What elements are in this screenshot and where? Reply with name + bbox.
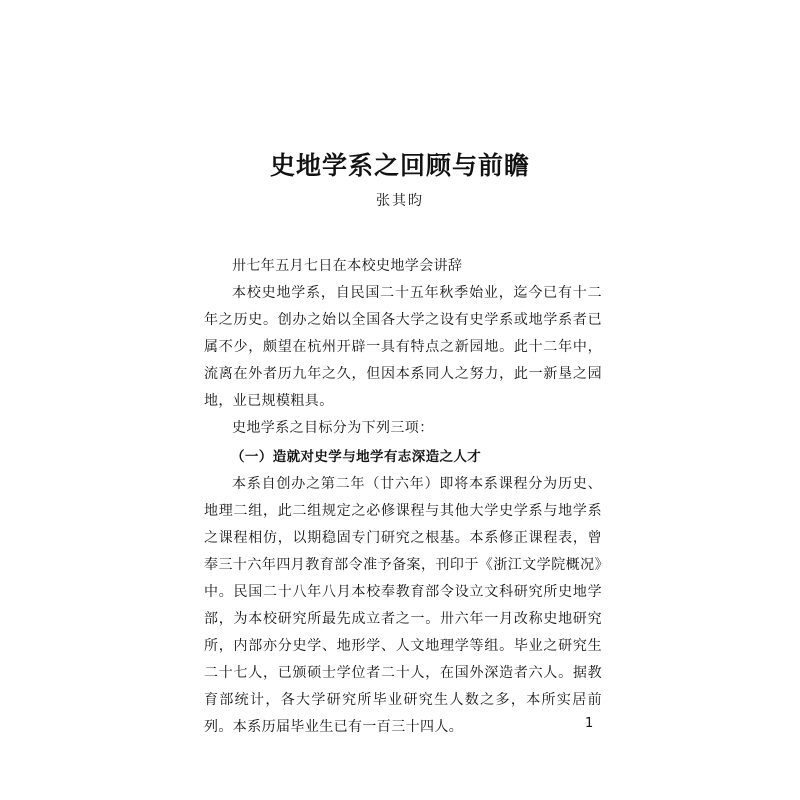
dateline-paragraph: 卅七年五月七日在本校史地学会讲辞: [232, 258, 463, 274]
section-heading-1: （一）造就对史学与地学有志深造之人才: [231, 449, 482, 465]
article-author: 张其昀: [376, 193, 424, 209]
goals-intro-paragraph: 史地学系之目标分为下列三项：: [232, 420, 434, 436]
page-number: 1: [585, 716, 594, 731]
article-body: [204, 253, 602, 741]
section-1-paragraph: 本系自创办之第二年（廿六年）即将本系课程分为历史、地理二组，此二组规定之必修课程与其他大学史学系与地学系之课程相仿，以期稳固专门研究之根基。本系修正课程表，曾奉三十六年四月教育部令准予备案，刊印于《浙江文学院概况》中。民国二十八年八月本校奉教育部令设立文科研究所史地学部，为本校研究所最先成立者之一。卅六年一月改称史地研究所，内部亦分史学、地形学、人文地理学等组。毕业之研究生二十七人，已颁硕士学位者二十人，在国外深造者六人。据教育部统计，各大学研究所毕业研究生人数之多，本所实居前列。本系历届毕业生已有一百三十四人。: [204, 476, 602, 735]
intro-paragraph: 本校史地学系，自民国二十五年秋季始业，迄今已有十二年之历史。创办之始以全国各大学之设有史学系或地学系者已属不少，颇望在杭州开辟一具有特点之新园地。此十二年中，流离在外者历九年之久，但因本系同人之努力，此一新垦之园地，业已规模粗具。: [204, 285, 602, 409]
article-title: 史地学系之回顾与前瞻: [269, 151, 530, 180]
